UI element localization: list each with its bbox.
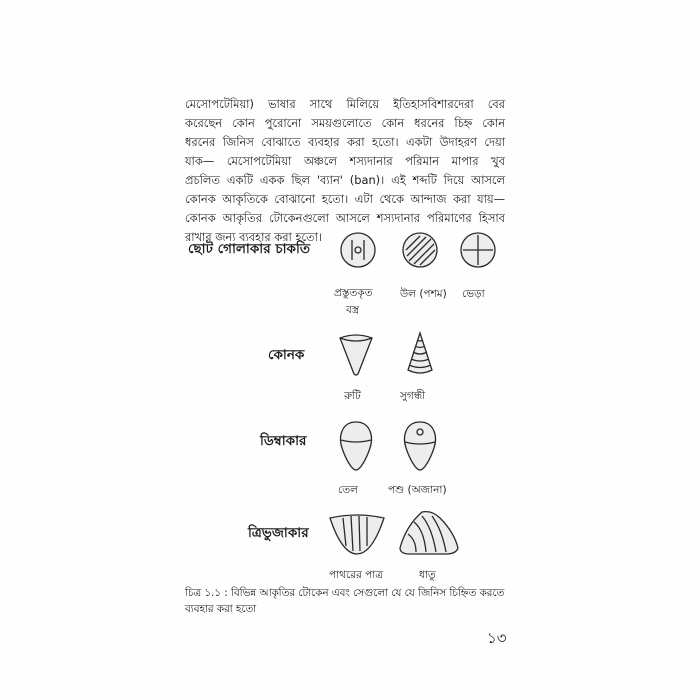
ovoid-animal-token-icon	[398, 418, 442, 474]
triangle-group-label: ত্রিভুজাকার	[248, 525, 309, 541]
triangle-stone-vessel-token-icon	[326, 510, 388, 556]
paragraph-line: যাক— মেসোপটেমিয়া অঞ্চলে শস্যদানার পরিমান মাপার খুব	[185, 154, 505, 168]
paragraph-line: প্রচলিত একটি একক ছিল 'ব্যান' (ban)। এই শব্দটি দিয়ে আসলে	[185, 173, 505, 187]
triangle-stone-vessel-caption: পাথরের পাত্র	[329, 569, 383, 581]
page-number: ১৩	[487, 629, 507, 647]
disc-sheep-caption: ভেড়া	[462, 288, 485, 300]
triangle-metal-caption: ধাতু	[419, 569, 436, 581]
disc-group-label: ছোট গোলাকার চাকতি	[188, 241, 310, 257]
cone-bread-caption: রুটি	[344, 390, 361, 402]
ovoid-group-label: ডিম্বাকার	[260, 433, 307, 449]
cone-group-label: কোনক	[268, 347, 305, 363]
disc-cloth-token-icon	[338, 230, 378, 270]
ovoid-oil-caption: তেল	[338, 484, 358, 496]
disc-sheep-token-icon	[458, 230, 498, 270]
disc-cloth-caption-line2: বস্ত্র	[346, 304, 360, 316]
figure-caption	[185, 585, 515, 617]
disc-wool-caption: উল (পশম)	[400, 288, 447, 300]
paragraph-line: ধরনের জিনিস বোঝাতে ব্যবহার করা হতো। একটা উদাহরণ দেয়া	[185, 135, 505, 149]
figure-caption-line: ব্যবহার করা হতো	[185, 603, 257, 615]
paragraph-line: মেসোপটেমিয়া) ভাষার সাথে মিলিয়ে ইতিহাসবিশারদেরা বের	[185, 97, 505, 111]
disc-wool-token-icon	[400, 230, 440, 270]
ovoid-oil-token-icon	[334, 418, 378, 474]
paragraph-line: কোনক আকৃতির টোকেনগুলো আসলে শস্যদানার পরিমাণের হিসাব	[185, 211, 505, 225]
triangle-metal-token-icon	[396, 508, 462, 558]
cone-bread-token-icon	[336, 330, 376, 378]
cone-perfume-token-icon	[400, 330, 440, 378]
paragraph-line: রাখার জন্য ব্যবহার করা হতো।	[185, 230, 322, 244]
disc-cloth-caption: প্রস্তুতকৃত	[334, 287, 373, 299]
paragraph-line: কোনক আকৃতিকে বোঝানো হতো। এটা থেকে আন্দাজ করা যায়—	[185, 192, 505, 206]
paragraph-line: করেছেন কোন পুরোনো সময়গুলোতে কোন ধরনের চিহ্ন কোন	[185, 116, 505, 130]
cone-perfume-caption: সুগন্ধী	[400, 390, 426, 402]
figure-caption-line: চিত্র ১.১ : বিভিন্ন আকৃতির টোকেন এবং সেগুলো যে যে জিনিস চিহ্নিত করতে	[185, 587, 505, 599]
ovoid-animal-caption: পশু (অজানা)	[388, 484, 447, 496]
body-paragraph	[185, 95, 505, 247]
